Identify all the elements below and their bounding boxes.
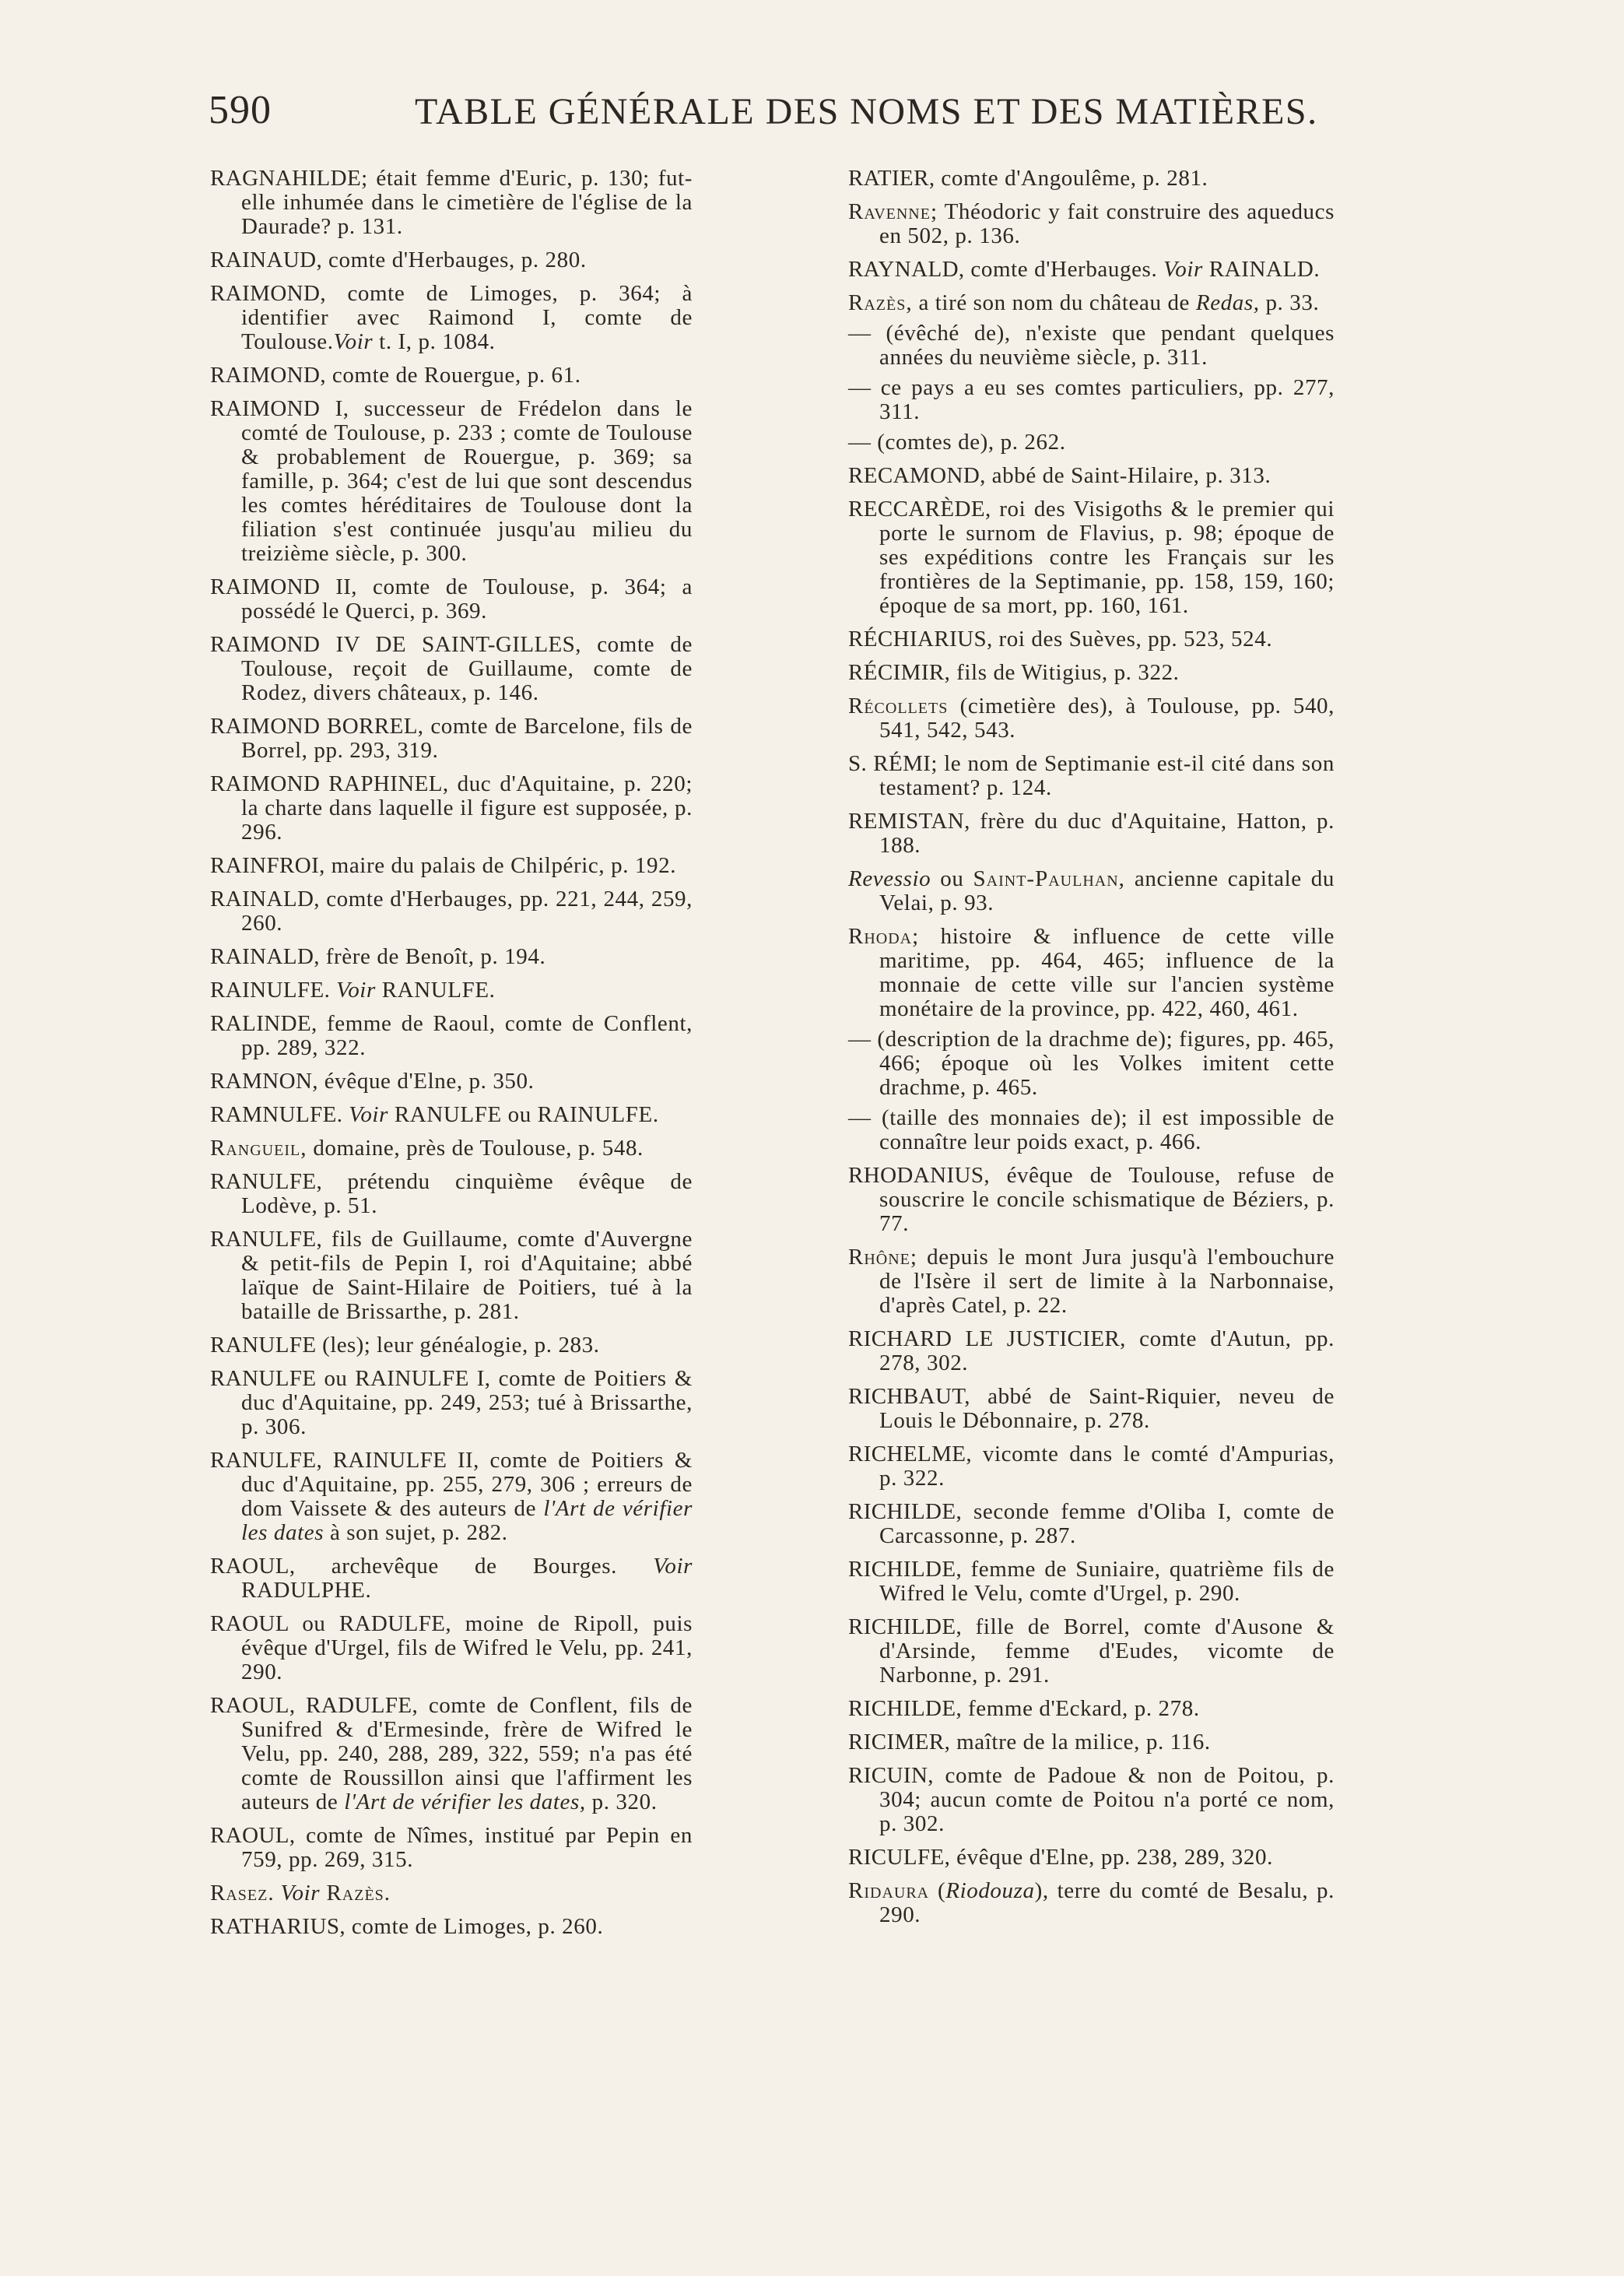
index-entry: [848, 1385, 1335, 1433]
entry-heading: RAOUL ou RADULFE,: [210, 1611, 451, 1636]
entry-smallcaps: Saint-Paulhan,: [973, 866, 1125, 891]
index-entry: [210, 887, 693, 936]
index-entry: [848, 497, 1335, 618]
index-entry: [848, 1697, 1335, 1721]
index-entry: [848, 661, 1335, 685]
index-entry: [848, 1500, 1335, 1548]
entry-heading: —: [848, 321, 872, 346]
entry-text: femme d'Eckard, p. 278.: [962, 1696, 1200, 1721]
entry-text: ancienne capitale du Velai, p. 93.: [879, 866, 1335, 915]
entry-text: RANULFE.: [375, 978, 496, 1003]
index-entry: [210, 772, 693, 845]
entry-heading: RATHARIUS,: [210, 1914, 345, 1939]
entry-text: femme de Raoul, comte de Conflent, pp. 289, 322.: [241, 1011, 693, 1060]
entry-heading: RANULFE, RAINULFE II,: [210, 1448, 479, 1473]
entry-heading: RANULFE,: [210, 1227, 323, 1252]
entry-heading: RAIMOND,: [210, 363, 327, 388]
entry-text: RAINALD.: [1202, 257, 1321, 282]
entry-heading: RICHELME,: [848, 1442, 973, 1466]
entry-text: évêque de Toulouse, refuse de souscrire le concile schismatique de Béziers, p. 77.: [879, 1163, 1335, 1236]
index-entry: [848, 258, 1335, 282]
entry-heading: RAGNAHILDE;: [210, 166, 368, 191]
index-entry: [848, 1879, 1335, 1927]
entry-heading: RAMNULFE.: [210, 1102, 343, 1127]
entry-text: fils de Guillaume, comte d'Auvergne & petit-fils de Pepin I, roi d'Aquitaine; abbé laïque de Saint-Hilaire de Poitiers, tué à la bataille de Brissarthe, p. 281.: [241, 1227, 693, 1324]
entry-heading: RAIMOND IV DE SAINT-GILLES,: [210, 632, 581, 657]
entry-heading: RICHILDE,: [848, 1614, 963, 1639]
entry-heading: —: [848, 1027, 872, 1052]
entry-text: abbé de Saint-Riquier, neveu de Louis le Débonnaire, p. 278.: [879, 1384, 1335, 1433]
entry-text: (description de la drachme de); figures, pp. 465, 466; époque où les Volkes imitent cette drachme, p. 465.: [871, 1027, 1335, 1100]
entry-text: t. I, p. 1084.: [373, 329, 496, 354]
entry-text: le nom de Septimanie est-il cité dans son testament? p. 124.: [879, 751, 1335, 800]
entry-text: fille de Borrel, comte d'Ausone & d'Arsinde, femme d'Eudes, vicomte de Narbonne, p. 291.: [879, 1614, 1335, 1688]
entry-text: (évêché de), n'existe que pendant quelques années du neuvième siècle, p. 311.: [871, 321, 1335, 370]
running-title: TABLE GÉNÉRALE DES NOMS ET DES MATIÈRES.: [415, 91, 1318, 132]
index-entry: [210, 1694, 693, 1814]
entry-italic: Voir: [280, 1881, 321, 1905]
entry-heading: S. RÉMI;: [848, 751, 938, 776]
index-entry: [210, 1449, 693, 1545]
entry-text: ou: [931, 866, 973, 891]
entry-text: p. 33.: [1259, 290, 1320, 315]
entry-heading: RICHILDE,: [848, 1557, 963, 1582]
index-entry: [210, 364, 693, 388]
index-entry: [848, 464, 1335, 488]
entry-text: vicomte dans le comté d'Ampurias, p. 322.: [879, 1442, 1335, 1491]
index-entry: [210, 1612, 693, 1684]
entry-heading: RECCARÈDE,: [848, 497, 991, 522]
entry-text: évêque d'Elne, pp. 238, 289, 320.: [950, 1845, 1273, 1870]
entry-text: moine de Ripoll, puis évêque d'Urgel, fils de Wifred le Velu, pp. 241, 290.: [241, 1611, 693, 1684]
entry-heading: RALINDE,: [210, 1011, 317, 1036]
entry-text: comte de Poitiers & duc d'Aquitaine, pp. 255, 279, 306 ; erreurs de dom Vaissete & des auteurs de: [241, 1448, 693, 1521]
entry-text: (taille des monnaies de); il est impossible de connaître leur poids exact, p. 466.: [871, 1105, 1335, 1154]
index-entry: [210, 1136, 693, 1161]
entry-italic: Redas,: [1195, 290, 1260, 315]
entry-italic: Voir: [349, 1102, 388, 1127]
entry-text: (: [929, 1878, 946, 1903]
entry-heading: RÉCHIARIUS,: [848, 627, 993, 652]
entry-text: fils de Witigius, p. 322.: [950, 660, 1180, 685]
entry-italic: Voir: [1157, 257, 1203, 282]
index-entry: [848, 1764, 1335, 1836]
entry-heading: RATIER,: [848, 166, 935, 191]
entry-heading: Razès,: [848, 290, 913, 315]
entry-heading: Récollets: [848, 694, 949, 718]
entry-heading: RAIMOND BORREL,: [210, 714, 424, 739]
index-entry: [848, 1442, 1335, 1491]
entry-italic: Voir: [333, 329, 374, 354]
entry-heading: RAINULFE.: [210, 978, 331, 1003]
entry-text: successeur de Frédelon dans le comté de Toulouse, p. 233 ; comte de Toulouse & probablement de Rouergue, p. 369; sa famille, p. 364; c'est de lui que sont descendus les comtes héréditaires de Toulouse dont la filiation s'est continuée jusqu'au milieu du treizième siècle, p. 300.: [241, 396, 693, 566]
index-entry: [848, 430, 1335, 455]
entry-heading: RAIMOND RAPHINEL,: [210, 771, 449, 796]
entry-heading: RAINFROI,: [210, 853, 325, 878]
entry-text: maître de la milice, p. 116.: [950, 1730, 1211, 1754]
index-entry: [210, 248, 693, 272]
entry-text: histoire & influence de cette ville maritime, pp. 464, 465; influence de la monnaie de cette ville sur l'ancien système monétaire de la province, pp. 422, 460, 461.: [879, 924, 1335, 1021]
index-entry: [210, 575, 693, 623]
index-entry: [210, 1333, 693, 1358]
entry-text: RANULFE ou RAINULFE.: [388, 1102, 659, 1127]
entry-heading: RÉCIMIR,: [848, 660, 951, 685]
index-entry: [210, 1554, 693, 1603]
entry-heading: RICUIN,: [848, 1763, 934, 1788]
index-entry: [210, 1228, 693, 1324]
entry-text: comte de Toulouse, reçoit de Guillaume, comte de Rodez, divers châteaux, p. 146.: [241, 632, 693, 705]
index-entry: [848, 1245, 1335, 1318]
entry-text: comte de Poitiers & duc d'Aquitaine, pp. 249, 253; tué à Brissarthe, p. 306.: [241, 1366, 693, 1439]
index-entry: [848, 1027, 1335, 1100]
entry-text: comte d'Herbauges, pp. 221, 244, 259, 260.: [241, 887, 693, 936]
index-entry: [210, 1881, 693, 1905]
entry-text: a tiré son nom du château de: [912, 290, 1196, 315]
entry-text: frère du duc d'Aquitaine, Hatton, p. 188.: [879, 809, 1335, 858]
index-entry: [848, 291, 1335, 315]
entry-text: comte de Padoue & non de Poitou, p. 304; aucun comte de Poitou n'a porté ce nom, p. 302.: [879, 1763, 1335, 1836]
index-entry: [210, 978, 693, 1003]
index-entry: [210, 1367, 693, 1439]
index-entry: [848, 1558, 1335, 1606]
entry-text: à son sujet, p. 282.: [324, 1520, 508, 1545]
index-entry: [848, 1730, 1335, 1754]
index-entry: [210, 854, 693, 878]
entry-text: Théodoric y fait construire des aqueducs en 502, p. 136.: [879, 199, 1335, 248]
entry-italic: l'Art de vérifier les dates: [241, 1496, 693, 1545]
entry-text: comte d'Angoulême, p. 281.: [935, 166, 1208, 191]
index-entry: [210, 1915, 693, 1939]
entry-text: comte de Limoges, p. 364; à identifier avec Raimond I, comte de Toulouse.: [241, 281, 693, 354]
entry-text: maire du palais de Chilpéric, p. 192.: [324, 853, 677, 878]
index-entry: [848, 167, 1335, 191]
entry-text: femme de Suniaire, quatrième fils de Wifred le Velu, comte d'Urgel, p. 290.: [879, 1557, 1335, 1606]
entry-text: frère de Benoît, p. 194.: [319, 944, 546, 969]
entry-italic: Riodouza: [945, 1878, 1035, 1903]
entry-heading: RAIMOND II,: [210, 574, 357, 599]
entry-text: prétendu cinquième évêque de Lodève, p. 51.: [241, 1169, 693, 1218]
entry-text: comte de Barcelone, fils de Borrel, pp. 293, 319.: [241, 714, 693, 763]
entry-text: comte de Rouergue, p. 61.: [326, 363, 581, 388]
entry-heading: —: [848, 430, 872, 455]
entry-heading: Rangueil,: [210, 1136, 307, 1161]
entry-heading: RAOUL, RADULFE,: [210, 1693, 419, 1718]
entry-text: ), terre du comté de Besalu, p. 290.: [879, 1878, 1335, 1927]
entry-text: comte d'Herbauges, p. 280.: [322, 248, 587, 272]
index-entry: [210, 397, 693, 566]
entry-heading: —: [848, 375, 872, 400]
entry-text: comte de Limoges, p. 260.: [345, 1914, 604, 1939]
entry-heading: RAOUL,: [210, 1823, 296, 1848]
entry-heading: RAINALD,: [210, 944, 320, 969]
entry-heading: RICHBAUT,: [848, 1384, 970, 1409]
index-entry: [210, 633, 693, 705]
index-entry: [848, 200, 1335, 248]
page-number: 590: [209, 88, 272, 132]
entry-heading: RANULFE,: [210, 1169, 323, 1194]
entry-text: comte d'Herbauges.: [964, 257, 1158, 282]
entry-text: leur généalogie, p. 283.: [370, 1333, 600, 1358]
index-entry: [848, 925, 1335, 1021]
index-entry: [848, 1164, 1335, 1236]
entry-italic: Voir: [336, 978, 376, 1003]
index-entry: [210, 1103, 693, 1127]
entry-heading: Rhoda;: [848, 924, 920, 949]
page-header: [209, 87, 1318, 149]
entry-text: p. 320.: [585, 1790, 658, 1814]
entry-heading: Rhône;: [848, 1245, 917, 1270]
entry-heading: RAYNALD,: [848, 257, 965, 282]
entry-heading: RHODANIUS,: [848, 1163, 991, 1188]
index-entry: [210, 1170, 693, 1218]
entry-text: (cimetière des), à Toulouse, pp. 540, 541, 542, 543.: [879, 694, 1335, 743]
entry-heading: RAINAUD,: [210, 248, 323, 272]
index-entry: [848, 376, 1335, 424]
entry-heading: —: [848, 1105, 872, 1130]
entry-heading: RICHILDE,: [848, 1696, 963, 1721]
entry-text: comte de Nîmes, institué par Pepin en 759, pp. 269, 315.: [241, 1823, 693, 1872]
entry-text: roi des Visigoths & le premier qui porte le surnom de Flavius, p. 98; époque de ses expéditions contre les Français sur les frontières de la Septimanie, pp. 158, 159, 160; époque de sa mort, pp. 160, 161.: [879, 497, 1335, 618]
index-entry: [848, 694, 1335, 743]
index-entry: [210, 282, 693, 354]
entry-heading: RICIMER,: [848, 1730, 951, 1754]
index-entry: [210, 167, 693, 239]
entry-italic: l'Art de vérifier les dates,: [344, 1790, 586, 1814]
entry-smallcaps: Razès.: [320, 1881, 391, 1905]
index-entry: [848, 1106, 1335, 1154]
entry-heading: Rasez.: [210, 1881, 275, 1905]
entry-heading: REMISTAN,: [848, 809, 970, 834]
entry-text: duc d'Aquitaine, p. 220; la charte dans laquelle il figure est supposée, p. 296.: [241, 771, 693, 845]
entry-heading: RANULFE (les);: [210, 1333, 371, 1358]
right-column: [848, 167, 1335, 1937]
entry-heading: RICULFE,: [848, 1845, 951, 1870]
entry-italic: Voir: [617, 1554, 693, 1579]
entry-text: domaine, près de Toulouse, p. 548.: [307, 1136, 644, 1161]
entry-heading: RANULFE ou RAINULFE I,: [210, 1366, 491, 1391]
entry-text: comte de Conflent, fils de Sunifred & d'Ermesinde, frère de Wifred le Velu, pp. 240, 288, 289, 322, 559; n'a pas été comte de Roussillon ainsi que l'affirment les auteurs de: [241, 1693, 693, 1814]
index-entry: [848, 1327, 1335, 1375]
index-entry: [210, 1012, 693, 1060]
entry-heading: RAIMOND I,: [210, 396, 349, 421]
entry-heading: RICHARD LE JUSTICIER,: [848, 1326, 1126, 1351]
entry-heading: RAINALD,: [210, 887, 320, 911]
index-entry: [848, 1615, 1335, 1688]
entry-heading: RAMNON,: [210, 1069, 318, 1094]
index-entry: [210, 715, 693, 763]
index-entry: [848, 752, 1335, 800]
entry-text: archevêque de Bourges.: [295, 1554, 618, 1579]
index-entry: [848, 321, 1335, 370]
entry-heading: RAOUL,: [210, 1554, 296, 1579]
entry-text: roi des Suèves, pp. 523, 524.: [992, 627, 1273, 652]
entry-text: (comtes de), p. 262.: [871, 430, 1066, 455]
index-entry: [210, 1824, 693, 1872]
entry-text: [330, 978, 336, 1003]
left-column: [210, 167, 693, 1948]
entry-text: seconde femme d'Oliba I, comte de Carcassonne, p. 287.: [879, 1499, 1335, 1548]
index-entry: [848, 810, 1335, 858]
entry-heading: Ridaura: [848, 1878, 930, 1903]
entry-text: ce pays a eu ses comtes particuliers, pp. 277, 311.: [871, 375, 1335, 424]
index-entry: [848, 867, 1335, 915]
entry-heading: Revessio: [848, 866, 931, 891]
entry-heading: RAIMOND,: [210, 281, 327, 306]
entry-heading: RECAMOND,: [848, 463, 986, 488]
entry-text: comte de Toulouse, p. 364; a possédé le Querci, p. 369.: [241, 574, 693, 623]
index-entry: [848, 627, 1335, 652]
entry-text: évêque d'Elne, p. 350.: [317, 1069, 535, 1094]
entry-text: depuis le mont Jura jusqu'à l'embouchure de l'Isère il sert de limite à la Narbonnaise, d'après Catel, p. 22.: [879, 1245, 1335, 1318]
entry-text: abbé de Saint-Hilaire, p. 313.: [985, 463, 1271, 488]
index-entry: [210, 945, 693, 969]
index-entry: [848, 1846, 1335, 1870]
entry-text: RADULPHE.: [241, 1578, 372, 1603]
entry-text: comte d'Autun, pp. 278, 302.: [879, 1326, 1335, 1375]
index-entry: [210, 1070, 693, 1094]
entry-heading: RICHILDE,: [848, 1499, 963, 1524]
entry-heading: Ravenne;: [848, 199, 938, 224]
entry-text: était femme d'Euric, p. 130; fut-elle inhumée dans le cimetière de l'église de la Daurade? p. 131.: [241, 166, 693, 239]
